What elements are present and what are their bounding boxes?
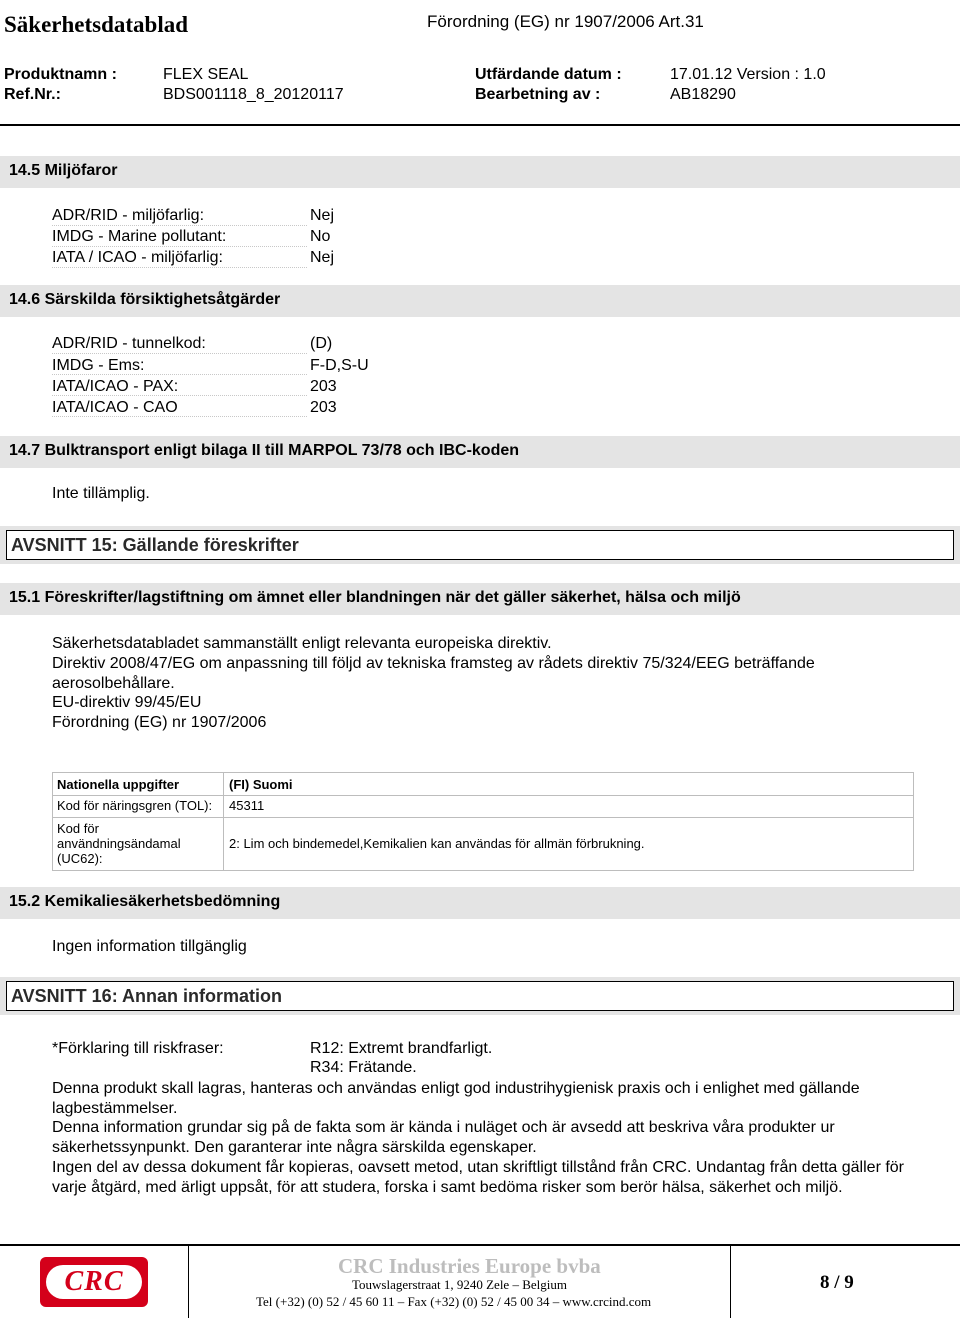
edited-label: Bearbetning av : — [475, 86, 601, 103]
national-header-label: Nationella uppgifter — [57, 777, 180, 792]
company-contact: Tel (+32) (0) 52 / 45 60 11 – Fax (+32) (0) 52 / 45 00 34 – www.crcind.com — [256, 1294, 652, 1309]
iata-cao-label: IATA/ICAO - CAO — [52, 399, 178, 416]
issued-value: 17.01.12 Version : 1.0 — [670, 66, 826, 83]
section-14-6-heading: 14.6 Särskilda försiktighetsåtgärder — [9, 291, 281, 308]
tol-value: 45311 — [229, 798, 265, 813]
section-15-1-p4: Förordning (EG) nr 1907/2006 — [52, 714, 267, 731]
section-14-7-text: Inte tillämplig. — [52, 485, 150, 502]
section-14-7-bar — [0, 436, 960, 468]
row-line — [52, 353, 307, 354]
ref-value: BDS001118_8_20120117 — [163, 86, 344, 103]
uc62-label-line3: (UC62): — [57, 851, 103, 866]
footer-divider — [730, 1246, 731, 1318]
imdg-ems-label: IMDG - Ems: — [52, 357, 145, 374]
riskfraser-label: *Förklaring till riskfraser: — [52, 1040, 224, 1057]
uc62-label-line2: användningsändamal — [57, 836, 181, 851]
avsnitt-15-title: AVSNITT 15: Gällande föreskrifter — [11, 535, 299, 555]
section-15-2-text: Ingen information tillgänglig — [52, 938, 247, 955]
issued-label: Utfärdande datum : — [475, 66, 622, 83]
avsnitt-15-banner — [0, 526, 960, 564]
section-14-5-bar — [0, 156, 960, 188]
adr-miljofarlig-value: Nej — [310, 207, 335, 224]
edited-value: AB18290 — [670, 86, 736, 103]
section-15-1-p1: Säkerhetsdatabladet sammanställt enligt relevanta europeiska direktiv. — [52, 635, 552, 652]
ref-label: Ref.Nr.: — [4, 86, 61, 103]
company-address: Touwslagerstraat 1, 9240 Zele – Belgium — [352, 1277, 567, 1292]
section-16-p3: Ingen del av dessa dokument får kopieras, oavsett metod, utan skriftligt tillstånd från CRC. Undantag från detta gäller för varje åtgärd, med ärligt uppsåt, för att studera, forska i samt bedöma risker som berör hälsa, säkerhet och miljö. — [52, 1159, 905, 1196]
table-divider — [223, 773, 224, 870]
tol-label: Kod för näringsgren (TOL): — [57, 798, 213, 813]
imdg-pollutant-label: IMDG - Marine pollutant: — [52, 228, 227, 245]
product-label: Produktnamn : — [4, 66, 117, 83]
risk-r12: R12: Extremt brandfarligt. — [310, 1040, 493, 1057]
section-16-p2: Denna information grundar sig på de fakta som är kända i nuläget och är avsedd att beskriva våra produkter ur säkerhetssynpunkt. Den garanterar inte några särskilda egenskaper. — [52, 1119, 835, 1156]
row-line — [52, 267, 307, 268]
section-15-2-heading: 15.2 Kemikaliesäkerhetsbedömning — [9, 893, 281, 910]
regulation-reference: Förordning (EG) nr 1907/2006 Art.31 — [427, 12, 704, 31]
section-15-1-p3: EU-direktiv 99/45/EU — [52, 694, 202, 711]
iata-pax-label: IATA/ICAO - PAX: — [52, 378, 179, 395]
iata-cao-value: 203 — [310, 399, 337, 416]
avsnitt-16-title: AVSNITT 16: Annan information — [11, 986, 283, 1006]
section-15-1-heading: 15.1 Föreskrifter/lagstiftning om ämnet eller blandningen när det gäller säkerhet, hälsa och miljö — [9, 589, 741, 606]
avsnitt-16-banner — [0, 977, 960, 1015]
uc62-label-line1: Kod för — [57, 821, 99, 836]
table-divider — [53, 817, 913, 818]
adr-miljofarlig-label: ADR/RID - miljöfarlig: — [52, 207, 205, 224]
section-14-5-heading: 14.5 Miljöfaror — [9, 162, 118, 179]
page-number: 8 / 9 — [820, 1272, 854, 1293]
section-15-1-bar — [0, 583, 960, 615]
tunnelkod-label: ADR/RID - tunnelkod: — [52, 335, 206, 352]
header-divider — [0, 124, 960, 126]
product-value: FLEX SEAL — [163, 66, 249, 83]
row-line — [52, 225, 307, 226]
national-header-country: (FI) Suomi — [229, 777, 293, 792]
section-16-p1: Denna produkt skall lagras, hanteras och användas enligt god industrihygienisk praxis och i enlighet med gällande lagbestämmelser. — [52, 1080, 860, 1117]
risk-r34: R34: Frätande. — [310, 1059, 417, 1076]
imdg-pollutant-value: No — [310, 228, 331, 245]
footer-divider — [188, 1246, 189, 1318]
section-14-6-bar — [0, 285, 960, 317]
row-line — [52, 246, 307, 247]
tunnelkod-value: (D) — [310, 335, 333, 352]
national-info-table — [52, 772, 914, 871]
imdg-ems-value: F-D,S-U — [310, 357, 369, 374]
document-title: Säkerhetsdatablad — [4, 12, 189, 37]
company-name: CRC Industries Europe bvba — [338, 1254, 601, 1278]
uc62-value: 2: Lim och bindemedel,Kemikalien kan användas för allmän förbrukning. — [229, 836, 645, 851]
section-14-7-heading: 14.7 Bulktransport enligt bilaga II till MARPOL 73/78 och IBC-koden — [9, 442, 520, 459]
section-15-2-bar — [0, 887, 960, 919]
iata-pax-value: 203 — [310, 378, 337, 395]
table-divider — [53, 795, 913, 796]
section-15-1-p2: Direktiv 2008/47/EG om anpassning till följd av tekniska framsteg av rådets direktiv 75/324/EEG beträffande aerosolbehållare. — [52, 655, 815, 692]
crc-logo-text: CRC — [64, 1266, 124, 1297]
crc-logo — [40, 1257, 148, 1307]
iata-miljofarlig-value: Nej — [310, 249, 335, 266]
iata-miljofarlig-label: IATA / ICAO - miljöfarlig: — [52, 249, 223, 266]
